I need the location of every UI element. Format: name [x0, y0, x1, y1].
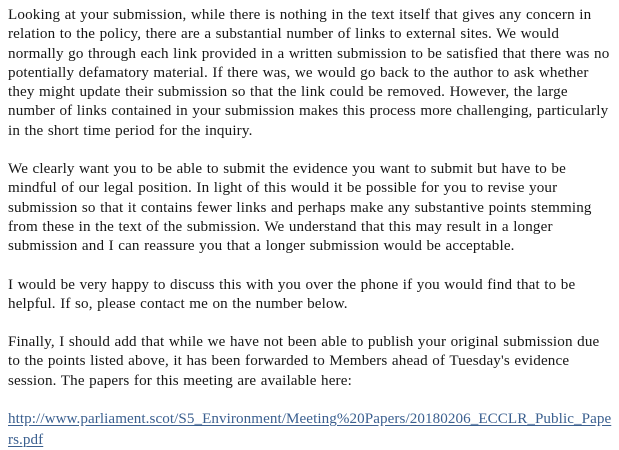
- body-paragraph-2: We clearly want you to be able to submit the evidence you want to submit but have to be mindful of our legal position. In light of this would it be possible for you to revise your submission so that it contains fewer links and perhaps make any substantive points stemming from these in the text of the submission. We understand that this may result in a longer submission and I can reassure you that a longer submission would be acceptable.: [8, 161, 592, 255]
- body-paragraph-4: Finally, I should add that while we have not been able to publish your original submission due to the points listed above, it has been forwarded to Members ahead of Tuesday's evidence session. The papers for this meeting are available here:: [8, 334, 600, 389]
- meeting-papers-link[interactable]: http://www.parliament.scot/S5_Environment/Meeting%20Papers/20180206_ECCLR_Public_Papers.pdf: [8, 411, 612, 448]
- papers-link-container: [8, 409, 613, 450]
- body-paragraph-1: Looking at your submission, while there is nothing in the text itself that gives any concern in relation to the policy, there are a substantial number of links to external sites. We would normally go through each link provided in a written submission to be satisfied that there was no potentially defamatory material. If there was, we would go back to the author to ask whether they might update their submission so that the link could be removed. However, the large number of links contained in your submission makes this process more challenging, particularly in the short time period for the inquiry.: [8, 7, 610, 139]
- body-paragraph-3: I would be very happy to discuss this with you over the phone if you would find that to be helpful. If so, please contact me on the number below.: [8, 276, 576, 312]
